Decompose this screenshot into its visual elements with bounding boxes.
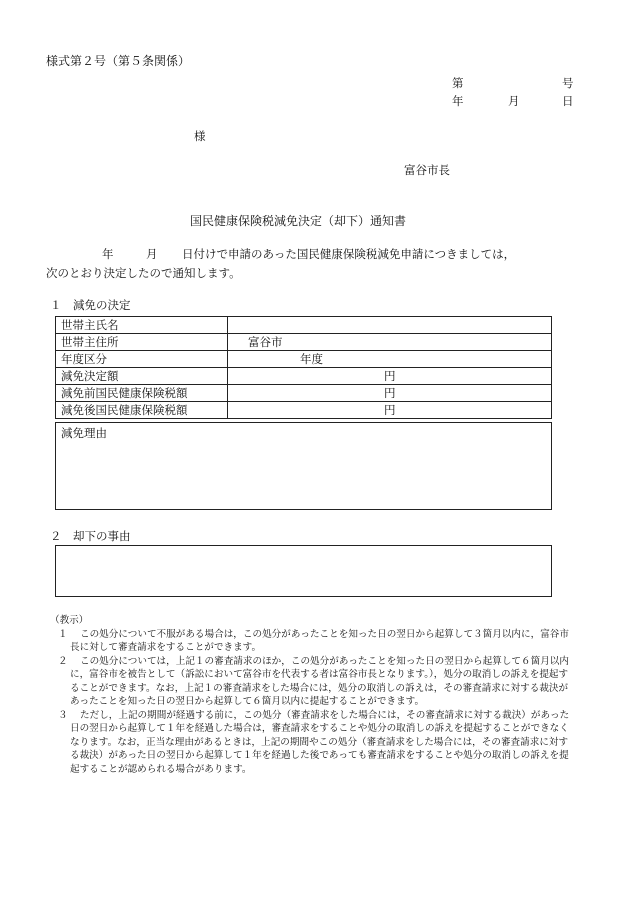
instruction-text: ただし，上記の期間が経過する前に，この処分（審査請求をした場合には，その審査請求に対する裁決）があった日の翌日から起算して１年を経過した場合は，審査請求をすることや処分の取消しの訴えを提起することができなくなります。なお，正当な理由があるときは，上記の期間やこの処分（審査請求をした場合には，その審査請求に対する裁決）があった日の翌日から起算して１年を経過した後であっても審査請求をすることや処分の取消しの訴えを提起することが認められる場合があります。 (70, 709, 570, 775)
date-year: 年 (452, 94, 464, 108)
table-row (56, 317, 552, 334)
instruction-text: この処分について不服がある場合は，この処分があったことを知った日の翌日から起算して３箇月以内に，富谷市長に対して審査請求をすることができます。 (70, 628, 569, 653)
table-row (56, 402, 552, 419)
addressee-suffix: 様 (194, 129, 206, 143)
value-householder-address: 富谷市 (228, 334, 552, 351)
doc-number-prefix: 第 (452, 76, 464, 90)
rejection-reason-box (55, 545, 552, 597)
value-tax-after: 円 (228, 402, 552, 419)
reduction-table (55, 316, 552, 419)
instruction-number: ３ (58, 709, 68, 721)
section-1-heading: １ 減免の決定 (50, 298, 131, 312)
sender: 富谷市長 (404, 163, 450, 177)
label-tax-before: 減免前国民健康保険税額 (56, 385, 228, 402)
label-reduction-amount: 減免決定額 (56, 368, 228, 385)
intro-month: 月 (146, 247, 158, 261)
label-householder-name: 世帯主氏名 (56, 317, 228, 334)
section-2-heading: ２ 却下の事由 (50, 529, 131, 543)
instruction-text: この処分については，上記１の審査請求のほか，この処分があったことを知った日の翌日から起算して６箇月以内に，富谷市を被告として（訴訟において富谷市を代表する者は富谷市長となります。），処分の取消しの訴えを提起することができます。なお，上記１の審査請求をした場合には，処分の取消しの訴えは，その審査請求に対する裁決があったことを知った日の翌日から起算して６箇月以内に提起することができます。 (70, 655, 569, 707)
label-householder-address: 世帯主住所 (56, 334, 228, 351)
instructions (52, 614, 572, 776)
document-title: 国民健康保険税減免決定（却下）通知書 (190, 214, 407, 228)
value-tax-before: 円 (228, 385, 552, 402)
table-row (56, 351, 552, 368)
value-reduction-amount: 円 (228, 368, 552, 385)
table-row (56, 385, 552, 402)
reduction-reason-label: 減免理由 (61, 426, 107, 440)
instruction-item (52, 709, 572, 777)
value-householder-name (228, 317, 552, 334)
instruction-item (52, 628, 572, 655)
date-day: 日 (562, 94, 574, 108)
date-month: 月 (508, 94, 520, 108)
reduction-reason-box (55, 422, 552, 510)
instruction-item (52, 655, 572, 709)
table-row (56, 334, 552, 351)
intro-line-2: 次のとおり決定したので通知します。 (46, 266, 241, 280)
label-fiscal-year: 年度区分 (56, 351, 228, 368)
label-tax-after: 減免後国民健康保険税額 (56, 402, 228, 419)
doc-number-suffix: 号 (562, 76, 574, 90)
instruction-number: １ (58, 628, 68, 640)
instructions-heading: （教示） (50, 615, 89, 626)
table-row (56, 368, 552, 385)
intro-line-1: 日付けで申請のあった国民健康保険税減免申請につきましては， (182, 247, 516, 261)
instruction-number: ２ (58, 655, 68, 667)
form-number: 様式第２号（第５条関係） (46, 54, 191, 68)
intro-year: 年 (102, 247, 114, 261)
value-fiscal-year: 年度 (228, 351, 552, 368)
